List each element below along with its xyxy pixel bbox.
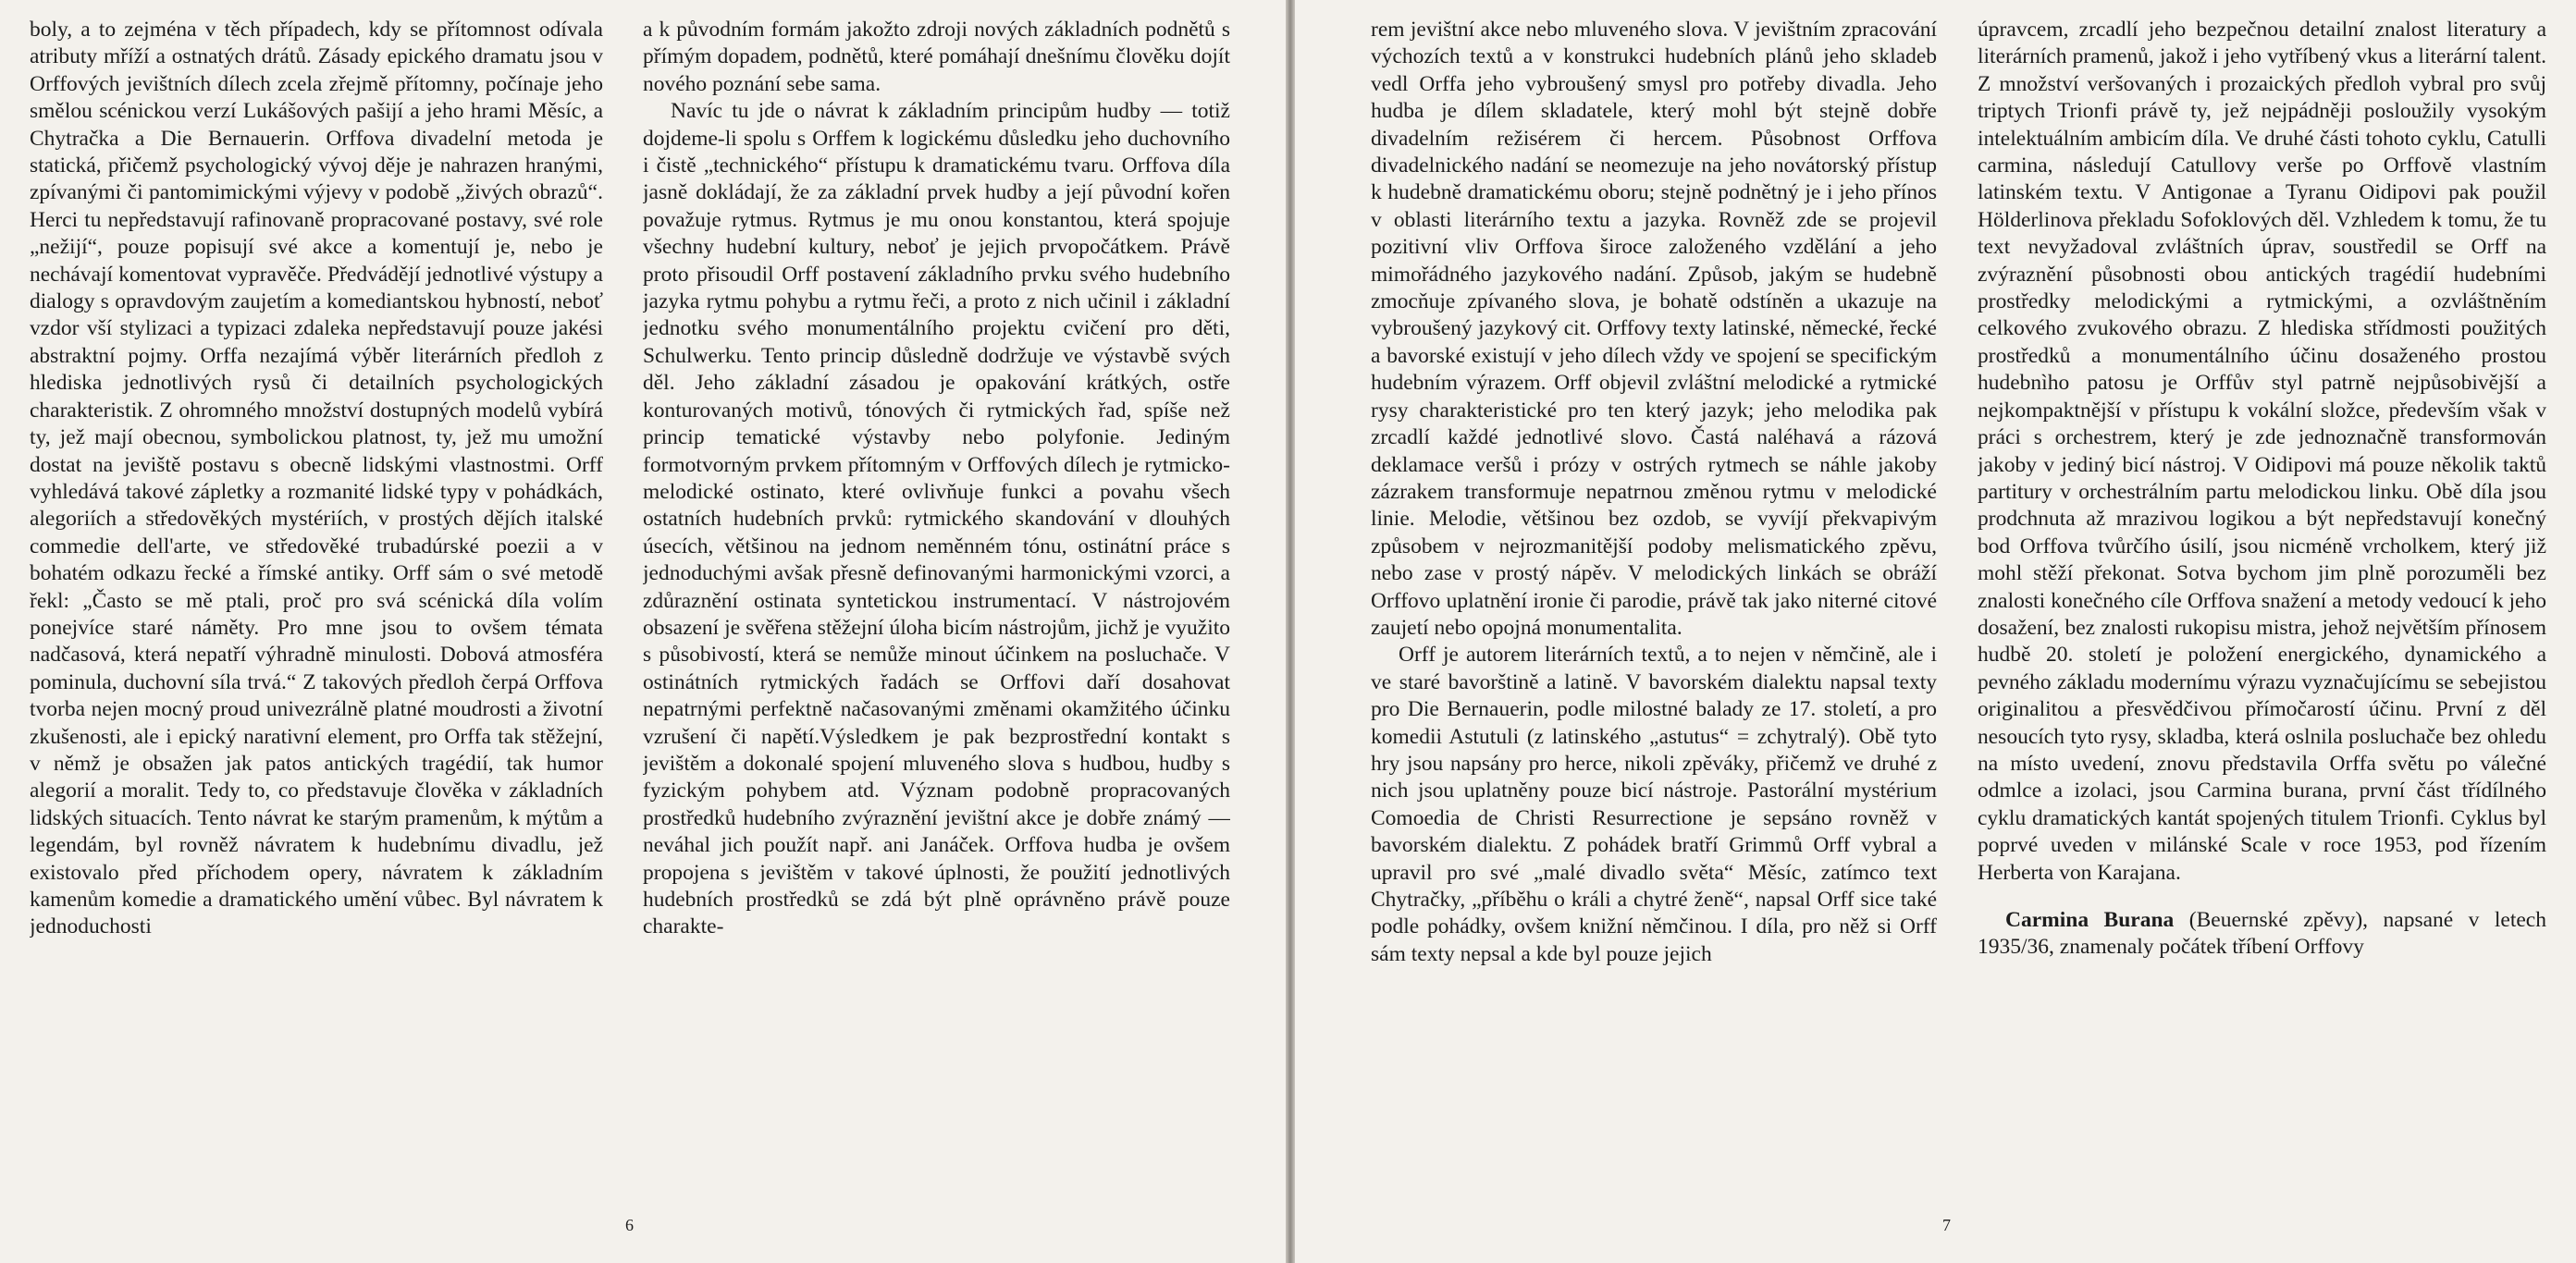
left-page-column-2	[643, 17, 1230, 1209]
section-heading: Carmina Burana	[2005, 908, 2175, 932]
paragraph: Navíc tu jde o návrat k základním principům hudby — totiž dojdeme-li spolu s Orffem k logickému důsledku jeho duchovního i čistě „technického“ přístupu k dramatickému tvaru. Orffova díla jasně dokládají, že za základní prvek hudby a její původní kořen považuje rytmus. Rytmus je mu onou konstantou, která spojuje všechny hudební kultury, neboť je jejich prvopočátkem. Právě proto přisoudil Orff postavení základního prvku svého hudebního jazyka rytmu pohybu a rytmu řeči, a proto z nich učinil i základní jednotku svého monumentálního projektu cvičení pro děti, Schulwerku. Tento princip důsledně dodržuje ve výstavbě svých děl. Jeho základní zásadou je opakování krátkých, ostře konturovaných motivů, tónových či rytmických řad, spíše než princip tematické výstavby nebo polyfonie. Jediným formotvorným prvkem přítomným v Orffových dílech je rytmicko-melodické ostinato, které ovlivňuje funkci a povahu všech ostatních hudebních prvků: rytmického skandování v dlouhých úsecích, většinou na jednom neměnném tónu, ostinátní práce s jednoduchými avšak přesně definovanými harmonickými vzorci, a zdůraznění ostinata syntetickou instrumentací. V nástrojovém obsazení je svěřena stěžejní úloha bicím nástrojům, jichž je využito s působivostí, která se nemůže minout účinkem na posluchače. V ostinátních rytmických řadách se Orffovi daří dosahovat nepatrnými perfektně načasovanými změnami okamžitého účinku vzrušení či napětí.Výsledkem je pak bezprostřední kontakt s jevištěm a dokonalé spojení mluveného slova s hudbou, hudby s fyzickým pohybem atd. Význam podobně propracovaných prostředků hudebního zvýraznění jevištní akce je dobře známý — neváhal jich použít např. ani Janáček. Orffova hudba je ovšem propojena s jevištěm v takové úplnosti, že použití jednotlivých hudebních prostředků se zdá být plně oprávněno právě pouze charakte-	[643, 99, 1230, 939]
paragraph: úpravcem, zrcadlí jeho bezpečnou detailní znalost literatury a literárních pramenů, jakož i jeho vytříbený vkus a literární talent. Z množství veršovaných i prozaických předloh vybral pro svůj triptych Trionfi právě ty, jež nejpádněji posloužily vysokým intelektuálním ambicím díla. Ve druhé části tohoto cyklu, Catulli carmina, následují Catullovy verše po Orffově vlastním latinském textu. V Antigonae a Tyranu Oidipovi pak použil Hölderlinova překladu Sofoklových děl. Vzhledem k tomu, že tu text nevyžadoval zvláštních úprav, soustředil se Orff na zvýraznění působnosti obou antických tragédií hudebními prostředky melodickými a rytmickými, a ozvláštněním celkového zvukového obrazu. Z hlediska střídmosti použitých prostředků a monumentálního účinu dosaženého prostou hudebnìho patosu je Orffův styl patrně nejpůsobivější a nejkompaktnější v přístupu k vokální složce, především však v práci s orchestrem, který je zde jednoznačně transformován jakoby v jediný bicí nástroj. V Oidipovi má pouze několik taktů partitury v orchestrálním partu melodickou linku. Obě díla jsou prodchnuta až mrazivou logikou a být nepředstavují konečný bod Orffova tvůrčího úsilí, jsou nicméně vrcholkem, který již mohl stěží překonat. Sotva bychom jim plně porozuměli bez znalosti konečného cíle Orffova snažení a metody vedoucí k jeho dosažení, bez znalosti rukopisu mistra, jehož největším přínosem hudbě 20. století je položení energického, dynamického a pevného základu modernímu výrazu vyznačujícímu se sebejistou originalitou a přesvědčivou přímočarostí účinu. První z děl nesoucích tyto rysy, skladba, která oslnila posluchače bez ohledu na místo uvedení, znovu představila Orffa světu po válečné odmlce a izolaci, jsou Carmina burana, první část třídílného cyklu dramatických kantát spojených titulem Trionfi. Cyklus byl poprvé uveden v milánské Scale v roce 1953, pod řízením Herberta von Karajana.	[1978, 18, 2546, 885]
section-spacer	[1978, 887, 2546, 907]
paragraph: rem jevištní akce nebo mluveného slova. V jevištním zpracování výchozích textů a v konstrukci hudebních plánů jeho skladeb vedl Orffa jeho vybroušený smysl pro potřeby divadla. Jeho hudba je dílem skladatele, který mohl být stejně dobře divadelním režisérem či hercem. Působnost Orffova divadelnického nadání se neomezuje na jeho novátorský přístup k hudebně dramatickému oboru; stejně podnětný je i jeho přínos v oblasti literárního textu a jazyka. Rovněž zde se projevil pozitivní vliv Orffova široce založeného vzdělání a jeho mimořádného jazykového nadání. Způsob, jakým se hudebně zmocňuje zpívaného slova, je bohatě odstíněn a ukazuje na vybroušený jazykový cit. Orffovy texty latinské, německé, řecké a bavorské existují v jeho dílech vždy ve spojení se specifickým hudebním výrazem. Orff objevil zvláštní melodické a rytmické rysy charakteristické pro ten který jazyk; jeho melodika pak zrcadlí každé jednotlivé slovo. Častá naléhavá a rázová deklamace veršů i prózy v ostrých rytmech se náhle jakoby zázrakem transformuje nepatrnou změnou rytmu v melodické linie. Melodie, většinou bez ozdob, se vyvíjí překvapivým způsobem v nejrozmanitější podoby melismatického zpěvu, nebo zase v prostý nápěv. V melodických linkách se obráží Orffovo uplatnění ironie či parodie, právě tak jako niterné citové zaujetí nebo opojná monumentalita.	[1371, 18, 1937, 640]
right-page	[1295, 0, 2576, 1263]
right-page-column-1	[1371, 17, 1937, 1209]
page-number: 6	[625, 1216, 634, 1234]
right-page-column-2	[1978, 17, 2546, 1209]
page-number: 7	[1942, 1216, 1951, 1234]
section-paragraph	[1978, 907, 2546, 962]
paragraph: boly, a to zejména v těch případech, kdy se přítomnost odívala atributy mříží a ostnatých drátů. Zásady epického dramatu jsou v Orffových jevištních dílech zcela zřejmě přítomny, počínaje jeho smělou scénickou verzí Lukášových pašijí a jeho hrami Měsíc, a Chytračka a Die Bernauerin. Orffova divadelní metoda je statická, přičemž psychologický vývoj děje je nahrazen hranými, zpívanými či pantomimickými výjevy v podobě „živých obrazů“. Herci tu nepředstavují rafinovaně propracované postavy, své role „nežijí“, pouze popisují své akce a komentují je, nebo je nechávají komentovat vypravěče. Předvádějí jednotlivé výstupy a dialogy s opravdovým zaujetím a komediantskou hybností, neboť vzdor vší stylizaci a typizaci zdaleka nepředstavují pouze jakési abstraktní pojmy. Orffa nezajímá výběr literárních předloh z hlediska jednotlivých rysů či detailních psychologických charakteristik. Z ohromného množství dostupných modelů vybírá ty, jež mají obecnou, symbolickou platnost, ty, jež mu umožní dostat na jeviště postavu s obecně lidskými vlastnostmi. Orff vyhledává takové zápletky a rozmanité lidské typy v pohádkách, alegoriích a středověkých mystériích, v prostých dějích italské commedie dell'arte, ve středověké trubadúrské poezii a v bohatém odkazu řecké a římské antiky. Orff sám o své metodě řekl: „Často se mě ptali, proč pro svá scénická díla volím ponejvíce staré náměty. Pro mne jsou to ovšem témata nadčasová, která nepatří výhradně minulosti. Dobová atmosféra pominula, duchovní síla trvá.“ Z takových předloh čerpá Orffova tvorba nejen mocný proud univezrálně platné moudrosti a životní zkušenosti, ale i epický narativní element, pro Orffa tak stěžejní, v němž je obsažen jak patos antických tragédií, tak humor alegorií a moralit. Tedy to, co představuje člověka v základních lidských situacích. Tento návrat ke starým pramenům, k mýtům a legendám, byl rovněž návratem k hudebnímu divadlu, jež existovalo před příchodem opery, návratem k základním kamenům komedie a dramatického umění vůbec. Byl návratem k jednoduchosti	[30, 18, 603, 939]
left-page-column-1	[30, 17, 603, 1209]
book-gutter	[1286, 0, 1295, 1263]
paragraph: a k původním formám jakožto zdroji nových základních podnětů s přímým dopadem, podnětů, které pomáhají dnešnímu člověku dojít nového poznání sebe sama.	[643, 18, 1230, 96]
left-page	[0, 0, 1286, 1263]
paragraph: Orff je autorem literárních textů, a to nejen v němčině, ale i ve staré bavorštině a latině. V bavorském dialektu napsal texty pro Die Bernauerin, podle milostné balady ze 17. století, a pro komedii Astutuli (z latinského „astutus“ = zchytralý). Obě tyto hry jsou napsány pro herce, nikoli zpěváky, přičemž ve druhé z nich jsou uplatněny pouze bicí nástroje. Pastorální mystérium Comoedia de Christi Resurrectione je sepsáno rovněž v bavorském dialektu. Z pohádek bratří Grimmů Orff vybral a upravil pro své „malé divadlo světa“ Měsíc, zatímco text Chytračky, „příběhu o králi a chytré ženě“, napsal Orff sice také podle pohádky, ovšem knižní němčinou. I díla, pro něž si Orff sám texty nepsal a kde byl pouze jejich	[1371, 643, 1937, 966]
section-text: (Beuernské zpěvy), napsané v letech 1935/36, znamenaly počátek tříbení Orffovy	[1978, 908, 2546, 960]
